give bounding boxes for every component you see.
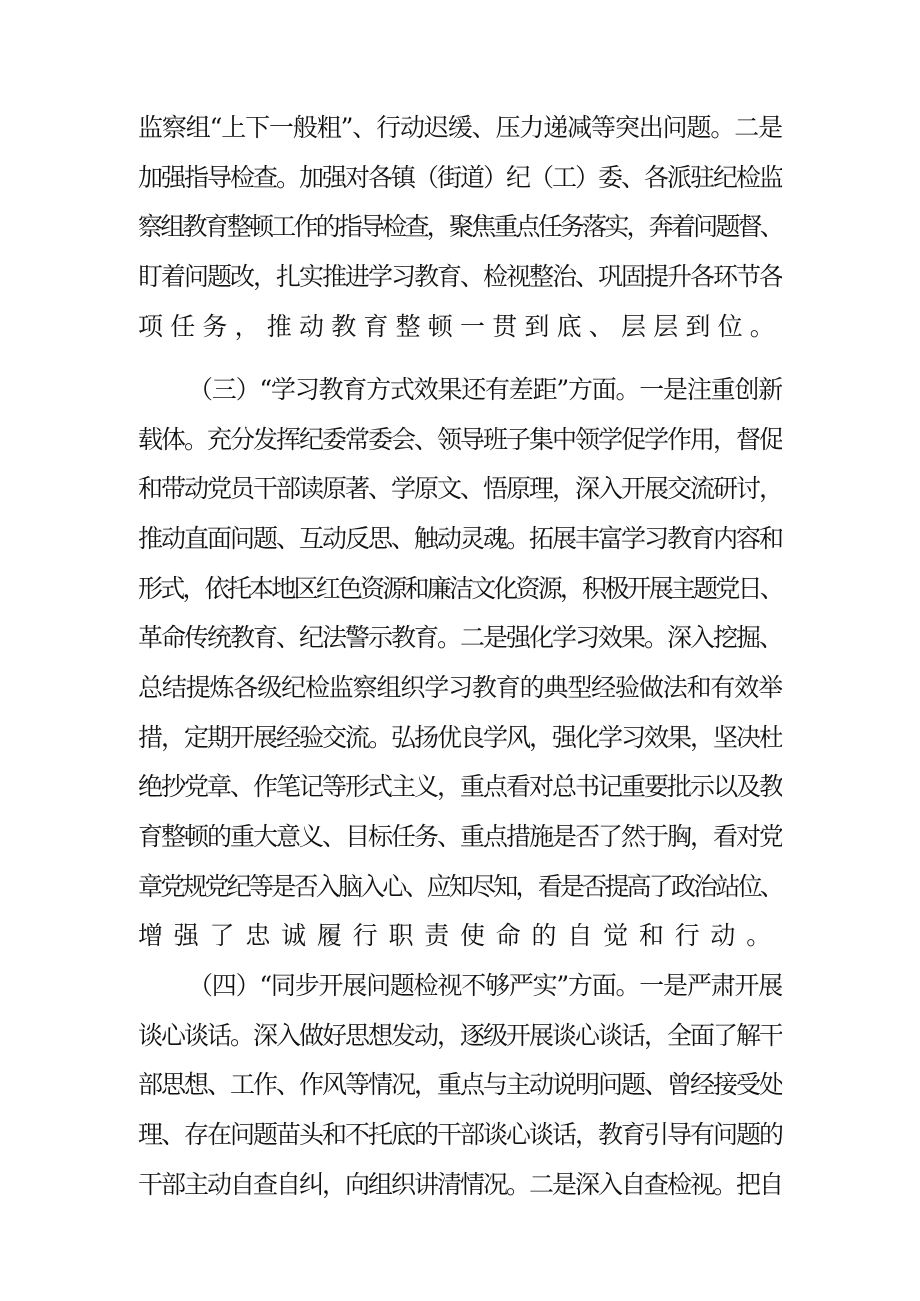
paragraph-2-line-2: 加强指导检查。加强对各镇（街道）纪（工）委、各派驻纪检监 bbox=[138, 163, 782, 192]
paragraph-3-line-6: 革命传统教育、纪法警示教育。二是强化学习效果。深入挖掘、 bbox=[138, 623, 782, 652]
paragraph-3-line-8: 措，定期开展经验交流。弘扬优良学风，强化学习效果，坚决杜 bbox=[138, 723, 782, 752]
paragraph-4-heading-line: （四）“同步开展问题检视不够严实”方面。一是严肃开展 bbox=[188, 971, 782, 1000]
paragraph-3-line-11: 章党规党纪等是否入脑入心、应知尽知，看是否提高了政治站位、 bbox=[138, 872, 782, 901]
paragraph-4-line-4: 理、存在问题苗头和不托底的干部谈心谈话，教育引导有问题的 bbox=[138, 1120, 782, 1149]
paragraph-2-line-5: 项任务，推动教育整顿一贯到底、层层到位。 bbox=[138, 312, 782, 341]
paragraph-3-line-3: 和带动党员干部读原著、学原文、悟原理，深入开展交流研讨， bbox=[138, 474, 782, 503]
paragraph-3-line-5: 形式，依托本地区红色资源和廉洁文化资源，积极开展主题党日、 bbox=[138, 574, 782, 603]
paragraph-2-line-4: 盯着问题改，扎实推进学习教育、检视整治、巩固提升各环节各 bbox=[138, 262, 782, 291]
paragraph-2-line-1: 监察组“上下一般粗”、行动迟缓、压力递减等突出问题。二是 bbox=[138, 113, 782, 142]
paragraph-4-line-5: 干部主动自查自纠，向组织讲清情况。二是深入自查检视。把自 bbox=[138, 1170, 782, 1199]
paragraph-3-line-10: 育整顿的重大意义、目标任务、重点措施是否了然于胸，看对党 bbox=[138, 822, 782, 851]
paragraph-4-line-2: 谈心谈话。深入做好思想发动，逐级开展谈心谈话，全面了解干 bbox=[138, 1021, 782, 1050]
paragraph-3-line-4: 推动直面问题、互动反思、触动灵魂。拓展丰富学习教育内容和 bbox=[138, 524, 782, 553]
paragraph-3-line-9: 绝抄党章、作笔记等形式主义，重点看对总书记重要批示以及教 bbox=[138, 772, 782, 801]
paragraph-3-heading-line: （三）“学习教育方式效果还有差距”方面。一是注重创新 bbox=[188, 375, 782, 404]
paragraph-3-line-2: 载体。充分发挥纪委常委会、领导班子集中领学促学作用，督促 bbox=[138, 425, 782, 454]
paragraph-3-line-12: 增强了忠诚履行职责使命的自觉和行动。 bbox=[138, 921, 782, 950]
paragraph-3-line-7: 总结提炼各级纪检监察组织学习教育的典型经验做法和有效举 bbox=[138, 673, 782, 702]
paragraph-4-line-3: 部思想、工作、作风等情况，重点与主动说明问题、曾经接受处 bbox=[138, 1070, 782, 1099]
paragraph-2-line-3: 察组教育整顿工作的指导检查，聚焦重点任务落实，奔着问题督、 bbox=[138, 212, 782, 241]
